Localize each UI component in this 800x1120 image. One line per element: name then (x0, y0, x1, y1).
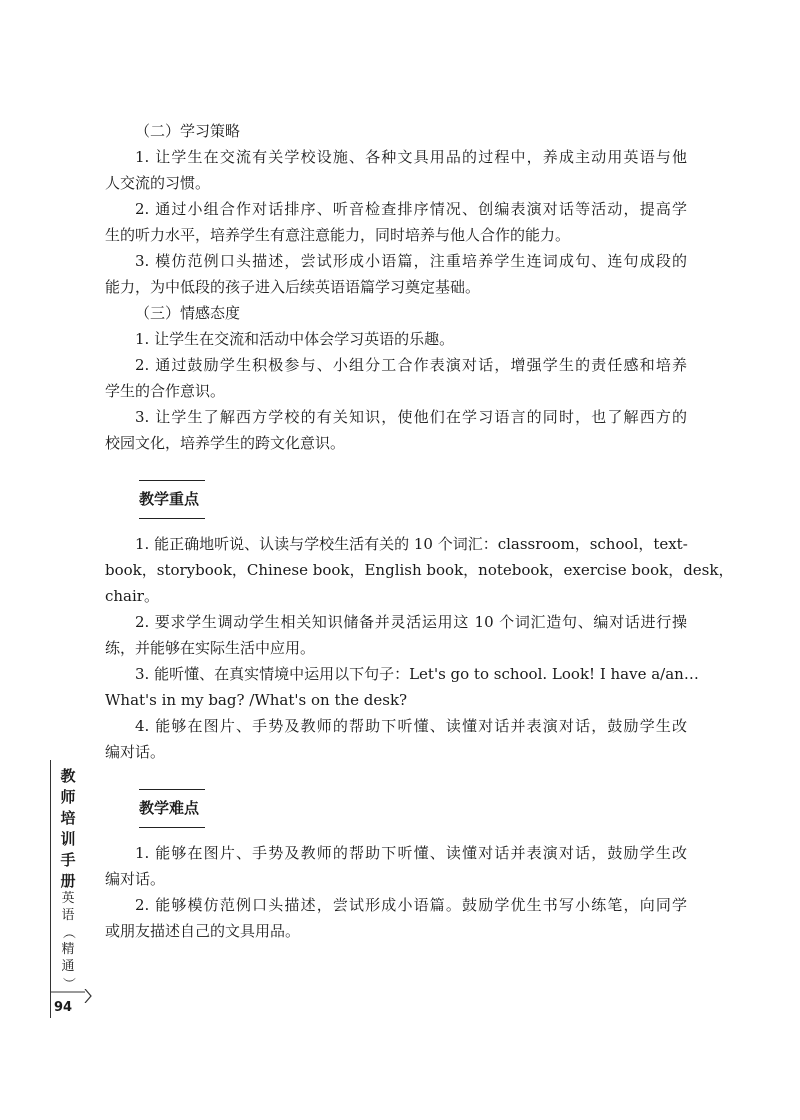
book-title-char: 册 (60, 872, 76, 890)
attitude-item-2-line-2: 学生的合作意识。 (105, 382, 226, 400)
book-subtitle-char: 语 (61, 908, 75, 923)
side-margin-rule (50, 760, 51, 1018)
book-title-char: 训 (60, 830, 76, 848)
attitude-item-3-line-1: 3. 让学生了解西方学校的有关知识，使他们在学习语言的同时，也了解西方的 (135, 408, 687, 426)
book-subtitle-char: 英 (61, 891, 75, 906)
heading-rule-top (139, 789, 205, 790)
strategy-item-2-line-1: 2. 通过小组合作对话排序、听音检查排序情况、创编表演对话等活动，提高学 (135, 200, 687, 218)
strategy-heading: （二）学习策略 (135, 122, 241, 140)
book-title-char: 手 (60, 851, 76, 869)
attitude-item-2-line-1: 2. 通过鼓励学生积极参与、小组分工合作表演对话，增强学生的责任感和培养 (135, 356, 687, 374)
strategy-item-3-line-2: 能力，为中低段的孩子进入后续英语语篇学习奠定基础。 (105, 278, 481, 296)
attitude-item-1-line-1: 1. 让学生在交流和活动中体会学习英语的乐趣。 (135, 330, 455, 348)
difficult-points-heading-text: 教学难点 (139, 799, 200, 817)
book-subtitle-char: ） (60, 976, 76, 990)
book-subtitle-char: （ (60, 925, 76, 939)
key-points-heading (139, 480, 205, 519)
book-title-char: 培 (60, 809, 76, 827)
heading-rule-bottom (139, 518, 205, 519)
heading-rule-bottom (139, 827, 205, 828)
strategy-item-1-line-2: 人交流的习惯。 (105, 174, 211, 192)
strategy-item-1-line-1: 1. 让学生在交流有关学校设施、各种文具用品的过程中，养成主动用英语与他 (135, 148, 687, 166)
difficult-points-heading (139, 789, 205, 828)
difficult-points-item-2-line-1: 2. 能够模仿范例口头描述，尝试形成小语篇。鼓励学优生书写小练笔，向同学 (135, 896, 687, 914)
heading-rule-top (139, 480, 205, 481)
book-subtitle-char: 精 (61, 942, 75, 957)
key-points-item-4-line-2: 编对话。 (105, 743, 166, 761)
difficult-points-item-1-line-1: 1. 能够在图片、手势及教师的帮助下听懂、读懂对话并表演对话，鼓励学生改 (135, 844, 687, 862)
book-title-char: 教 (60, 767, 76, 785)
key-points-item-3-line-1: 3. 能听懂、在真实情境中运用以下句子：Let's go to school. Look! I have a/an… (135, 665, 699, 683)
key-points-item-1-line-2: book，storybook，Chinese book，English book，notebook，exercise book，desk， (105, 561, 734, 579)
page-number: 94 (53, 1000, 73, 1015)
key-points-item-2-line-2: 练，并能够在实际生活中应用。 (105, 639, 316, 657)
difficult-points-item-2-line-2: 或朋友描述自己的文具用品。 (105, 922, 301, 940)
book-title-char: 师 (60, 788, 76, 806)
key-points-heading-text: 教学重点 (139, 490, 200, 508)
key-points-item-2-line-1: 2. 要求学生调动学生相关知识储备并灵活运用这 10 个词汇造句、编对话进行操 (135, 613, 687, 631)
book-title-vertical (59, 766, 77, 892)
attitude-item-3-line-2: 校园文化，培养学生的跨文化意识。 (105, 434, 346, 452)
page-content (105, 118, 734, 944)
book-subtitle-vertical (59, 890, 77, 992)
strategy-item-3-line-1: 3. 模仿范例口头描述，尝试形成小语篇，注重培养学生连词成句、连句成段的 (135, 252, 687, 270)
difficult-points-item-1-line-2: 编对话。 (105, 870, 166, 888)
key-points-item-1-line-1: 1. 能正确地听说、认读与学校生活有关的 10 个词汇：classroom，school，text- (135, 535, 688, 553)
book-subtitle-char: 通 (61, 959, 75, 974)
key-points-item-3-line-2: What's in my bag? /What's on the desk? (105, 691, 408, 709)
strategy-item-2-line-2: 生的听力水平，培养学生有意注意能力，同时培养与他人合作的能力。 (105, 226, 571, 244)
key-points-item-4-line-1: 4. 能够在图片、手势及教师的帮助下听懂、读懂对话并表演对话，鼓励学生改 (135, 717, 687, 735)
attitude-heading: （三）情感态度 (135, 304, 241, 322)
key-points-item-1-line-3: chair。 (105, 587, 159, 605)
